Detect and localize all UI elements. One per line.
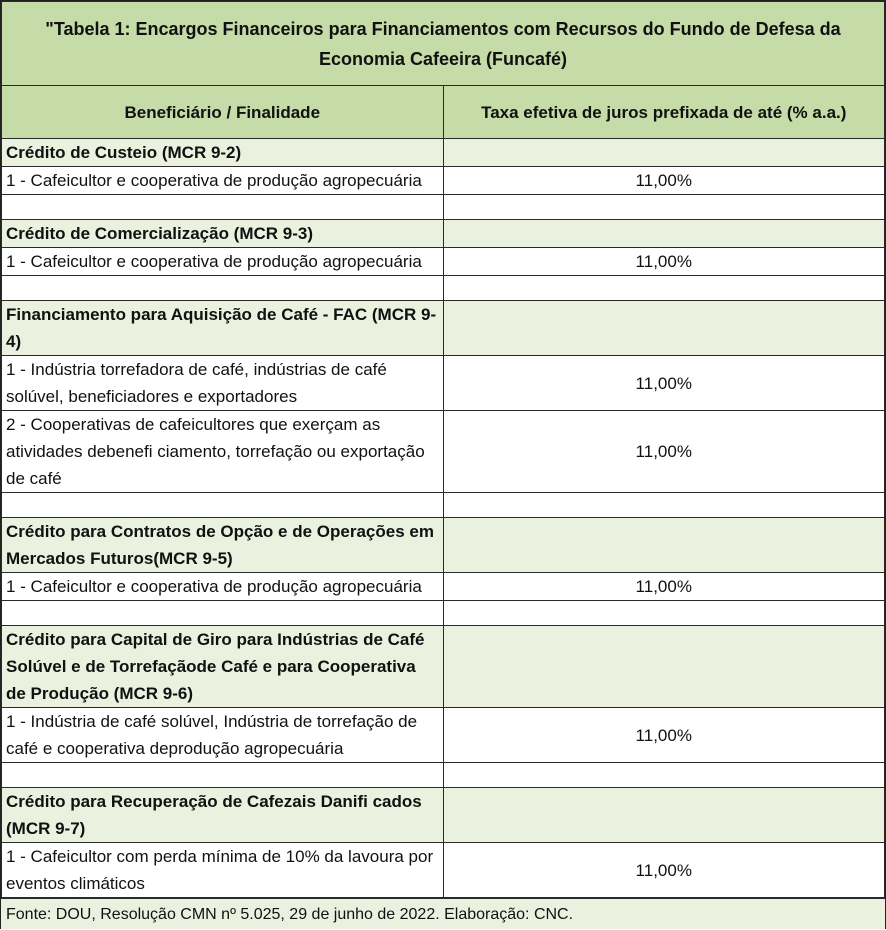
row-label: 1 - Cafeicultor com perda mínima de 10% da lavoura por eventos climáticos: [2, 843, 444, 898]
row-label: 1 - Cafeicultor e cooperativa de produção agropecuária: [2, 573, 444, 601]
spacer-row: [2, 493, 885, 518]
table-row: [2, 248, 885, 276]
title-row: [2, 2, 885, 86]
row-rate: 11,00%: [443, 708, 885, 763]
row-rate: 11,00%: [443, 356, 885, 411]
spacer-row: [2, 763, 885, 788]
table-row: [2, 573, 885, 601]
section-heading: Crédito para Contratos de Opção e de Operações em Mercados Futuros(MCR 9-5): [2, 518, 444, 573]
row-rate: 11,00%: [443, 843, 885, 898]
section-heading: Crédito para Recuperação de Cafezais Danifi cados (MCR 9-7): [2, 788, 444, 843]
table-row: [2, 356, 885, 411]
section-heading: Crédito para Capital de Giro para Indústrias de Café Solúvel e de Torrefaçãode Café e para Cooperativa de Produção (MCR 9-6): [2, 626, 444, 708]
section-heading: Crédito de Comercialização (MCR 9-3): [2, 220, 444, 248]
row-label: 2 - Cooperativas de cafeicultores que exerçam as atividades debenefi ciamento, torrefação ou exportação de café: [2, 411, 444, 493]
spacer-row: [2, 276, 885, 301]
section-heading-row: [2, 518, 885, 573]
row-rate: 11,00%: [443, 167, 885, 195]
spacer-row: [2, 195, 885, 220]
table-row: [2, 411, 885, 493]
table-row: [2, 167, 885, 195]
row-rate: 11,00%: [443, 248, 885, 276]
row-rate: 11,00%: [443, 573, 885, 601]
row-label: 1 - Indústria torrefadora de café, indústrias de café solúvel, beneficiadores e exportadores: [2, 356, 444, 411]
column-header-rate: Taxa efetiva de juros prefixada de até (% a.a.): [443, 86, 885, 139]
section-heading-row: [2, 301, 885, 356]
table-row: [2, 843, 885, 898]
section-heading-row: [2, 626, 885, 708]
spacer-row: [2, 601, 885, 626]
table-title: "Tabela 1: Encargos Financeiros para Financiamentos com Recursos do Fundo de Defesa da Economia Cafeeira (Funcafé): [2, 2, 885, 86]
section-heading-row: [2, 788, 885, 843]
row-label: 1 - Indústria de café solúvel, Indústria de torrefação de café e cooperativa deprodução agropecuária: [2, 708, 444, 763]
source-footnote: Fonte: DOU, Resolução CMN nº 5.025, 29 de junho de 2022. Elaboração: CNC.: [1, 898, 885, 929]
row-label: 1 - Cafeicultor e cooperativa de produção agropecuária: [2, 167, 444, 195]
section-heading: Financiamento para Aquisição de Café - FAC (MCR 9-4): [2, 301, 444, 356]
row-rate: 11,00%: [443, 411, 885, 493]
row-label: 1 - Cafeicultor e cooperativa de produção agropecuária: [2, 248, 444, 276]
header-row: [2, 86, 885, 139]
table-row: [2, 708, 885, 763]
column-header-beneficiary: Beneficiário / Finalidade: [2, 86, 444, 139]
section-heading-row: [2, 220, 885, 248]
section-heading-row: [2, 139, 885, 167]
funcafe-table: [1, 1, 885, 898]
section-heading: Crédito de Custeio (MCR 9-2): [2, 139, 444, 167]
